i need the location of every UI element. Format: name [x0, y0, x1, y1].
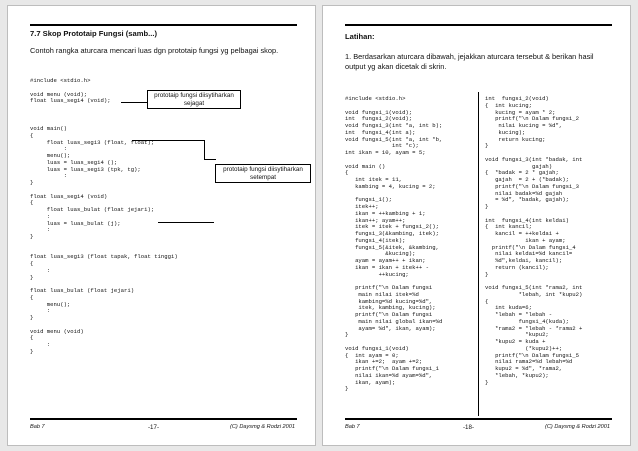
page-number: -18- — [463, 424, 475, 431]
code-column-1: #include <stdio.h> void fungsi_1(void); int fungsi_2(void); void fungsi_3(int *a, int b); int fungsi_4(int a); void fungsi_5(int *a, int *b, int *c); int ikan = 10, ayam = 5; void main () { int itek = 11, kambing = 4, kucing = 2; fungsi_1(); itek++; ikan = ++kambing + 1; ikan++; ayam++; itek = itek + fungsi_2(); fungsi_3(&kambing, itek); fungsi_4(itek); fungsi_5(&itek, &kambing, &kucing); ayam = ayam++ + ikan; ikan = ikan + itek++ - ++kucing; printf("\n Dalam fungsi main nilai itek=%d kambing=%d kucing=%d", itek, kambing, kucing); printf("\n Dalam fungsi main nilai global ikan=%d ayam= %d", ikan, ayam); } void fungsi_1(void) { int ayam = 0; ikan +=2; ayam +=2; printf("\n Dalam fungsi_1 nilai ikan=%d ayam=%d", ikan, ayam); } — [345, 95, 443, 393]
page-left — [8, 6, 315, 445]
page-right — [323, 6, 630, 445]
callout-arrow-local-2 — [204, 159, 216, 160]
callout-arrow-local-3 — [158, 222, 214, 223]
footer-copyright: (C) Daysmg & Rodzi 2001 — [545, 424, 610, 430]
code-column-2: int fungsi_2(void) { int kucing; kucing = ayam * 2; printf("\n Dalam fungsi_2 nilai kucing = %d", kucing); return kucing; } void fungsi_3(int *badak, int gajah) { *badak = 2 * gajah; gajah = 2 + (*badak); printf("\n Dalam fungsi_3 nilai badak=%d gajah = %d", *badak, gajah); } int fungsi_4(int keldai) { int kancil; kancil = ++keldai + ikan + ayam; printf("\n Dalam fungsi_4 nilai keldai=%d kancil= %d",keldai, kancil); return (kancil); } void fungsi_5(int *rama2, int *lebah, int *kupu2) { int kuda=6; *lebah = *lebah - fungsi_4(kuda); *rama2 = *lebah - *rama2 + *kupu2; *kupu2 = kuda + (*kupu2)++; printf("\n Dalam fungsi_5 nilai rama2=%d lebah=%d kupu2 = %d", *rama2, *lebah, *kupu2); } — [485, 95, 583, 386]
column-divider — [478, 92, 479, 416]
callout-arrow-local-1 — [132, 140, 204, 141]
footer-chapter: Bab 7 — [345, 424, 360, 430]
callout-global-prototype: prototaip fungsi diisytiharkan sejagat — [147, 90, 241, 109]
callout-arrow-local-vertical — [204, 140, 205, 159]
code-block-prototypes: #include <stdio.h> void menu (void); float luas_segi4 (void); — [30, 77, 111, 105]
footer-copyright: (C) Daysmg & Rodzi 2001 — [230, 424, 295, 430]
exercise-question: 1. Berdasarkan aturcara dibawah, jejakkan aturcara tersebut & berikan hasil output yg akan dicetak di skrin. — [345, 52, 594, 71]
callout-arrow-global — [121, 102, 147, 103]
bottom-rule — [345, 418, 612, 420]
bottom-rule — [30, 418, 297, 420]
code-block-main: void main() { float luas_segi3 (float, float); : menu(); luas = luas_segi4 (); luas = luas_segi3 (tpk, tg); : } float luas_segi4 (void) { float luas_bulat (float jejari); : luas = luas_bulat (j); : } float luas_segi3 (float tapak, float tinggi) { : } float luas_bulat (float jejari) { menu(); : } void menu (void) { : } — [30, 125, 178, 355]
page-number: -17- — [148, 424, 160, 431]
footer-chapter: Bab 7 — [30, 424, 45, 430]
top-rule — [30, 24, 297, 26]
exercise-heading: Latihan: — [345, 32, 375, 41]
callout-local-prototype: prototaip fungsi diisytiharkan setempat — [215, 164, 311, 183]
top-rule — [345, 24, 612, 26]
intro-paragraph: Contoh rangka aturcara mencari luas dgn prototaip fungsi yg pelbagai skop. — [30, 46, 279, 55]
section-heading: 7.7 Skop Prototaip Fungsi (samb...) — [30, 29, 157, 38]
